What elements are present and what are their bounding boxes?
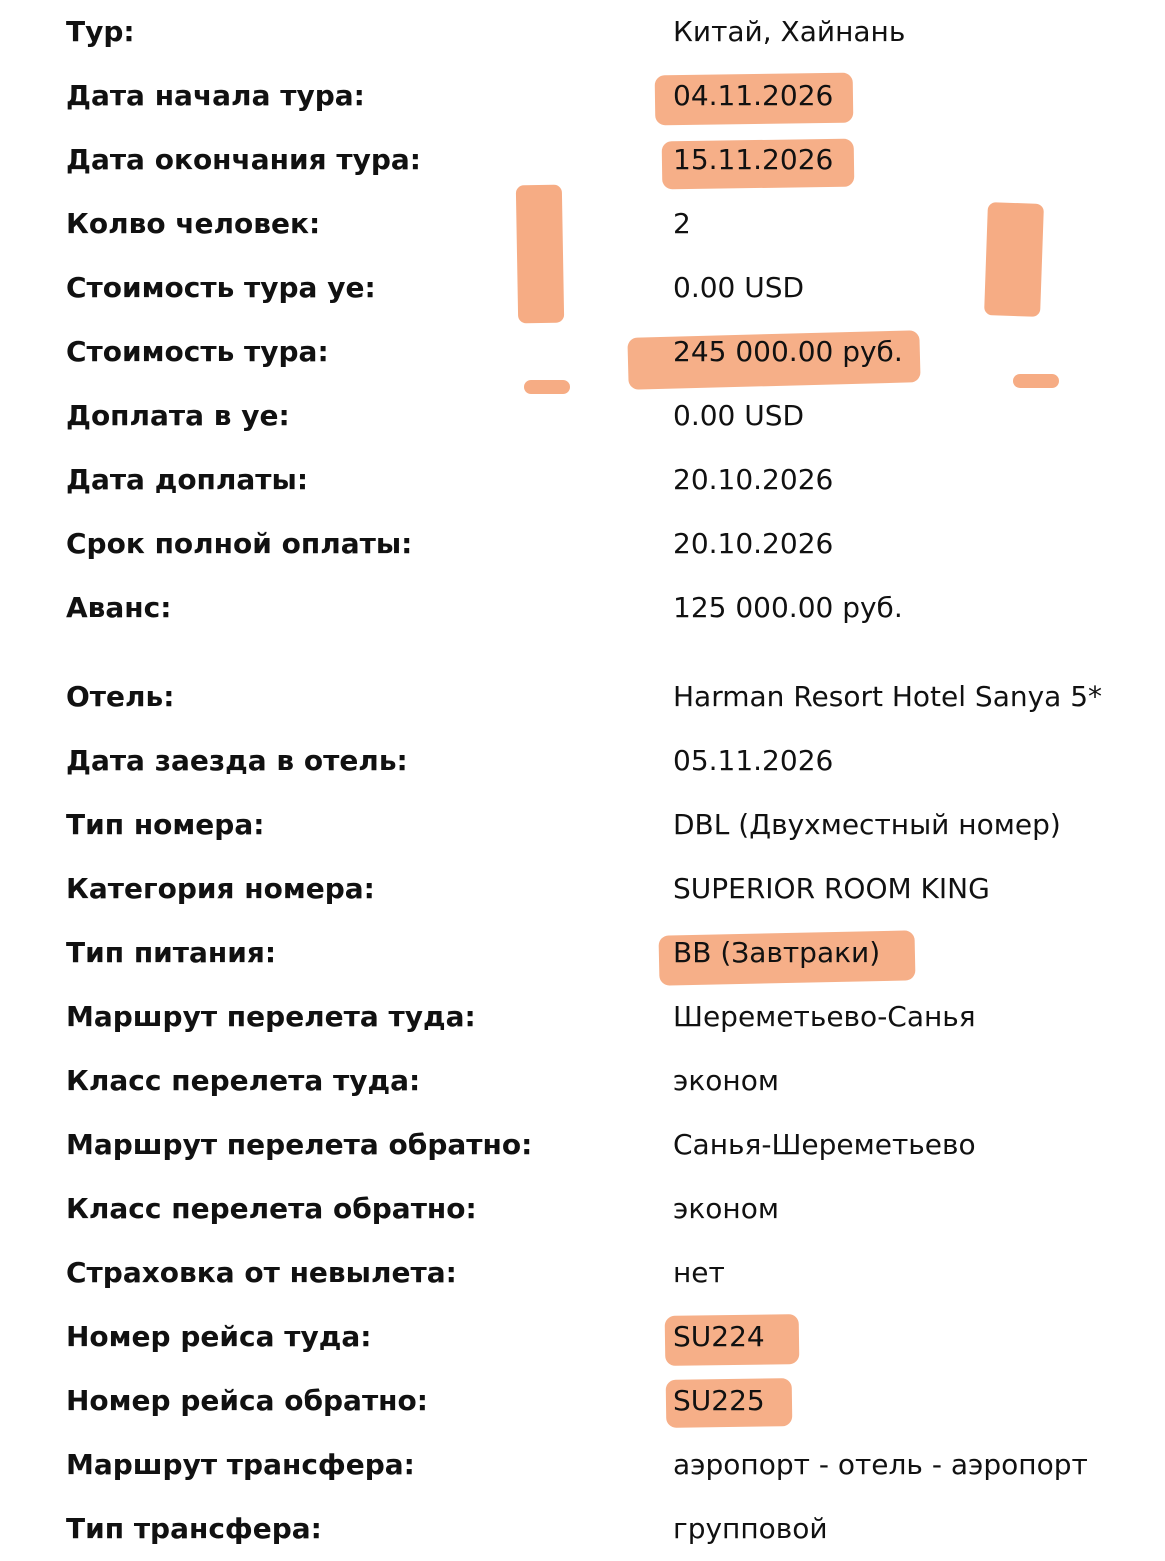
field-label: Дата заезда в отель: (66, 744, 408, 777)
no-departure-insurance-row (0, 1241, 1165, 1305)
field-label: Стоимость тура уе: (66, 271, 376, 304)
field-value: 125 000.00 руб. (673, 591, 903, 624)
field-value: Китай, Хайнань (673, 15, 906, 48)
return-class-row (0, 1177, 1165, 1241)
tour-end-date-row (0, 128, 1165, 192)
field-value: 20.10.2026 (673, 463, 834, 496)
field-value: эконом (673, 1064, 779, 1097)
field-value: 2 (673, 207, 691, 240)
surcharge-usd-row (0, 384, 1165, 448)
field-value: 05.11.2026 (673, 744, 834, 777)
field-value: Санья-Шереметьево (673, 1128, 976, 1161)
field-label: Страховка от невылета: (66, 1256, 457, 1289)
field-label: Дата доплаты: (66, 463, 309, 496)
room-category-row (0, 857, 1165, 921)
room-type-row (0, 793, 1165, 857)
field-value: эконом (673, 1192, 779, 1225)
full-payment-deadline-row (0, 512, 1165, 576)
meal-type-row (0, 921, 1165, 985)
field-value: 0.00 USD (673, 399, 805, 432)
field-label: Маршрут перелета обратно: (66, 1128, 533, 1161)
tour-row (0, 0, 1165, 64)
field-value: 245 000.00 руб. (673, 335, 903, 368)
field-value: нет (673, 1256, 725, 1289)
exclamation-mark-right-dot (1013, 374, 1059, 388)
field-value: SU225 (673, 1384, 765, 1417)
field-label: Стоимость тура: (66, 335, 329, 368)
exclamation-mark-left-stroke (516, 185, 564, 324)
field-value: 20.10.2026 (673, 527, 834, 560)
tour-start-date-row (0, 64, 1165, 128)
return-flight-number-row (0, 1369, 1165, 1433)
advance-payment-row (0, 576, 1165, 640)
field-value: SUPERIOR ROOM KING (673, 872, 990, 905)
hotel-checkin-date-row (0, 729, 1165, 793)
outbound-flight-number-row (0, 1305, 1165, 1369)
exclamation-mark-right-stroke (984, 202, 1044, 317)
field-value: Шереметьево-Санья (673, 1000, 976, 1033)
field-label: Тур: (66, 15, 135, 48)
field-value: SU224 (673, 1320, 765, 1353)
field-label: Тип питания: (66, 936, 277, 969)
field-value: аэропорт - отель - аэропорт (673, 1448, 1088, 1481)
return-route-row (0, 1113, 1165, 1177)
field-value: 0.00 USD (673, 271, 805, 304)
transfer-type-row (0, 1497, 1165, 1561)
hotel-row (0, 665, 1165, 729)
outbound-route-row (0, 985, 1165, 1049)
field-label: Колво человек: (66, 207, 321, 240)
field-label: Маршрут перелета туда: (66, 1000, 476, 1033)
surcharge-date-row (0, 448, 1165, 512)
field-label: Класс перелета туда: (66, 1064, 421, 1097)
field-value: BB (Завтраки) (673, 936, 881, 969)
field-label: Тип трансфера: (66, 1512, 322, 1545)
field-label: Класс перелета обратно: (66, 1192, 477, 1225)
outbound-class-row (0, 1049, 1165, 1113)
field-label: Номер рейса туда: (66, 1320, 372, 1353)
field-label: Доплата в уе: (66, 399, 290, 432)
field-value: DBL (Двухместный номер) (673, 808, 1061, 841)
field-label: Срок полной оплаты: (66, 527, 413, 560)
field-label: Номер рейса обратно: (66, 1384, 428, 1417)
field-label: Дата окончания тура: (66, 143, 421, 176)
tour-price-rub-row (0, 320, 1165, 384)
field-value: групповой (673, 1512, 828, 1545)
field-label: Тип номера: (66, 808, 265, 841)
exclamation-mark-left-dot (524, 380, 570, 394)
transfer-route-row (0, 1433, 1165, 1497)
field-value: 15.11.2026 (673, 143, 834, 176)
field-label: Аванс: (66, 591, 172, 624)
field-value: Harman Resort Hotel Sanya 5* (673, 680, 1103, 713)
field-label: Дата начала тура: (66, 79, 365, 112)
field-label: Отель: (66, 680, 175, 713)
field-value: 04.11.2026 (673, 79, 834, 112)
field-label: Маршрут трансфера: (66, 1448, 415, 1481)
field-label: Категория номера: (66, 872, 375, 905)
